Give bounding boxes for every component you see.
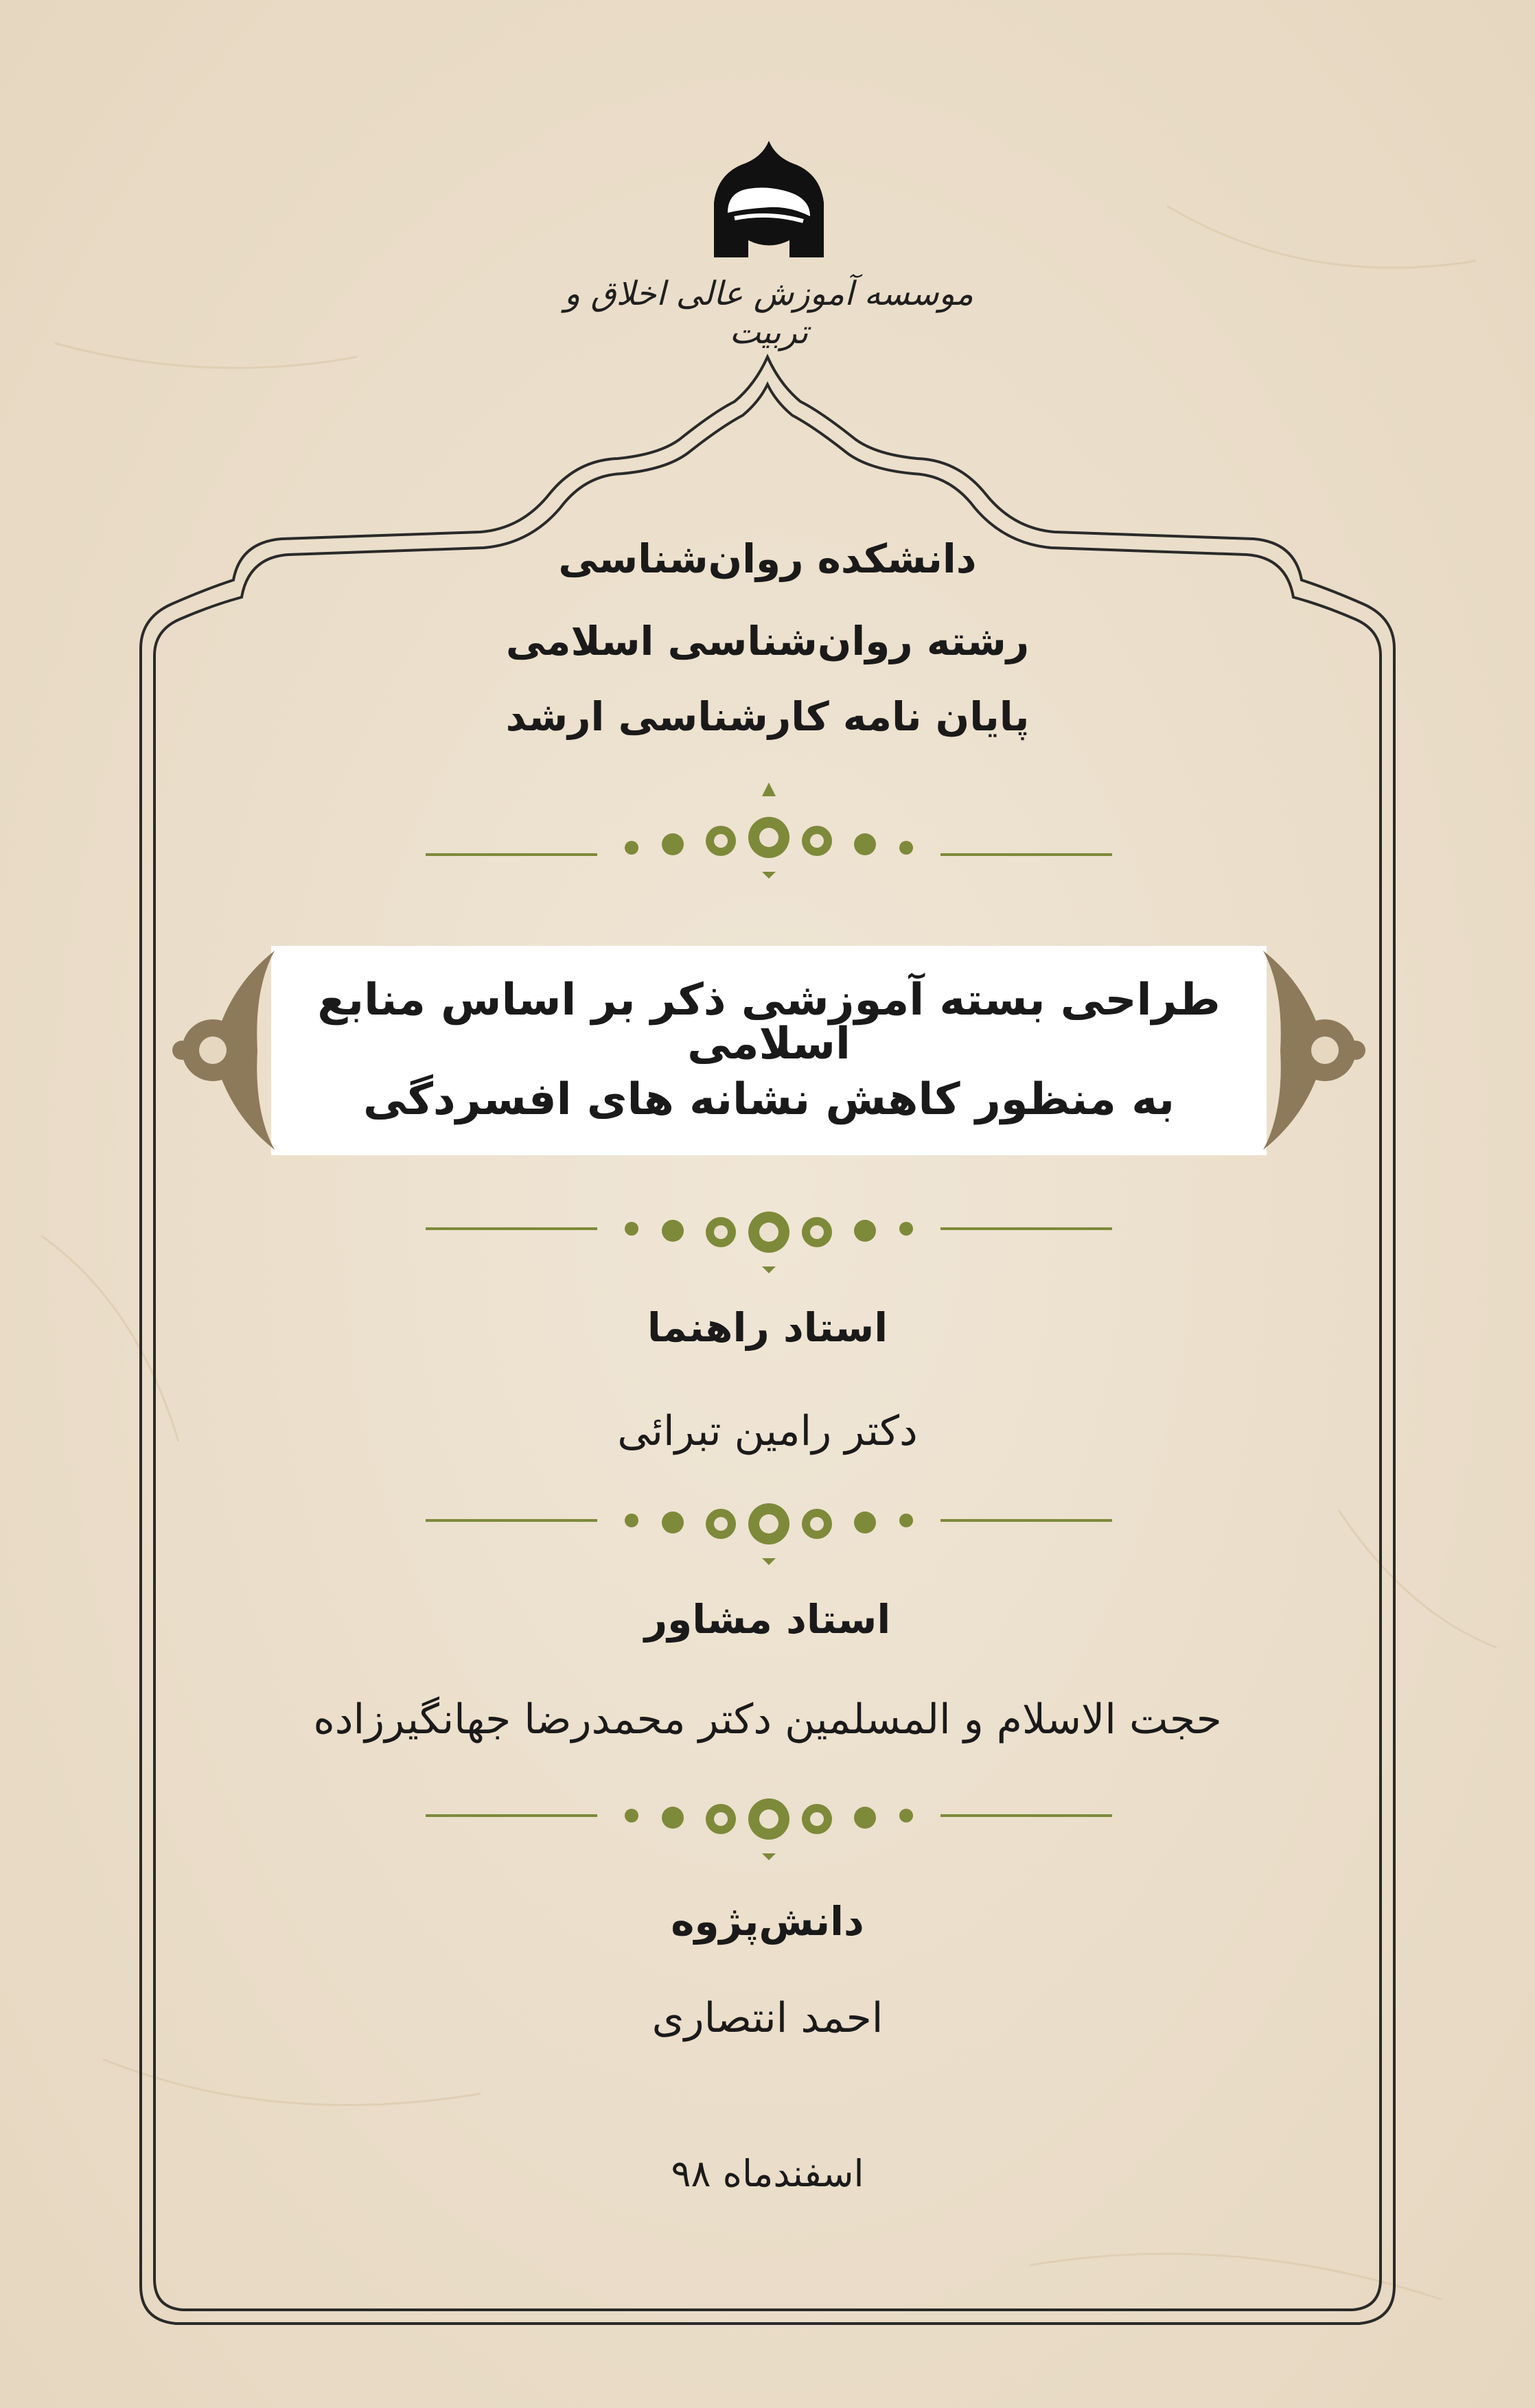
- ornament-divider: [426, 1177, 1112, 1273]
- consultant-name: حجت الاسلام و المسلمین دکتر محمدرضا جهانگیرزاده: [313, 1695, 1222, 1744]
- submission-date: اسفندماه ۹۸: [671, 2152, 864, 2195]
- ornament-divider: [426, 1764, 1112, 1860]
- consultant-label: استاد مشاور: [644, 1596, 891, 1643]
- ornament-divider: [426, 783, 1112, 879]
- institute-logo-icon: [707, 137, 831, 275]
- researcher-label: دانش‌پژوه: [671, 1898, 864, 1945]
- degree-name: پایان نامه کارشناسی ارشد: [505, 693, 1030, 740]
- advisor-name: دکتر رامین تبرائی: [617, 1407, 918, 1455]
- ornament-divider: [426, 1469, 1112, 1565]
- faculty-name: دانشکده روان‌شناسی: [558, 535, 977, 582]
- advisor-label: استاد راهنما: [647, 1304, 888, 1351]
- thesis-title-line1: طراحی بسته آموزشی ذکر بر اساس منابع اسلامی: [317, 975, 1221, 1069]
- thesis-title-line2: به منظور کاهش نشانه های افسردگی: [362, 1074, 1175, 1125]
- researcher-name: احمد انتصاری: [651, 1994, 884, 2042]
- field-name: رشته روان‌شناسی اسلامی: [505, 618, 1030, 664]
- institute-name: موسسه آموزش عالی اخلاق و تربیت: [564, 275, 973, 351]
